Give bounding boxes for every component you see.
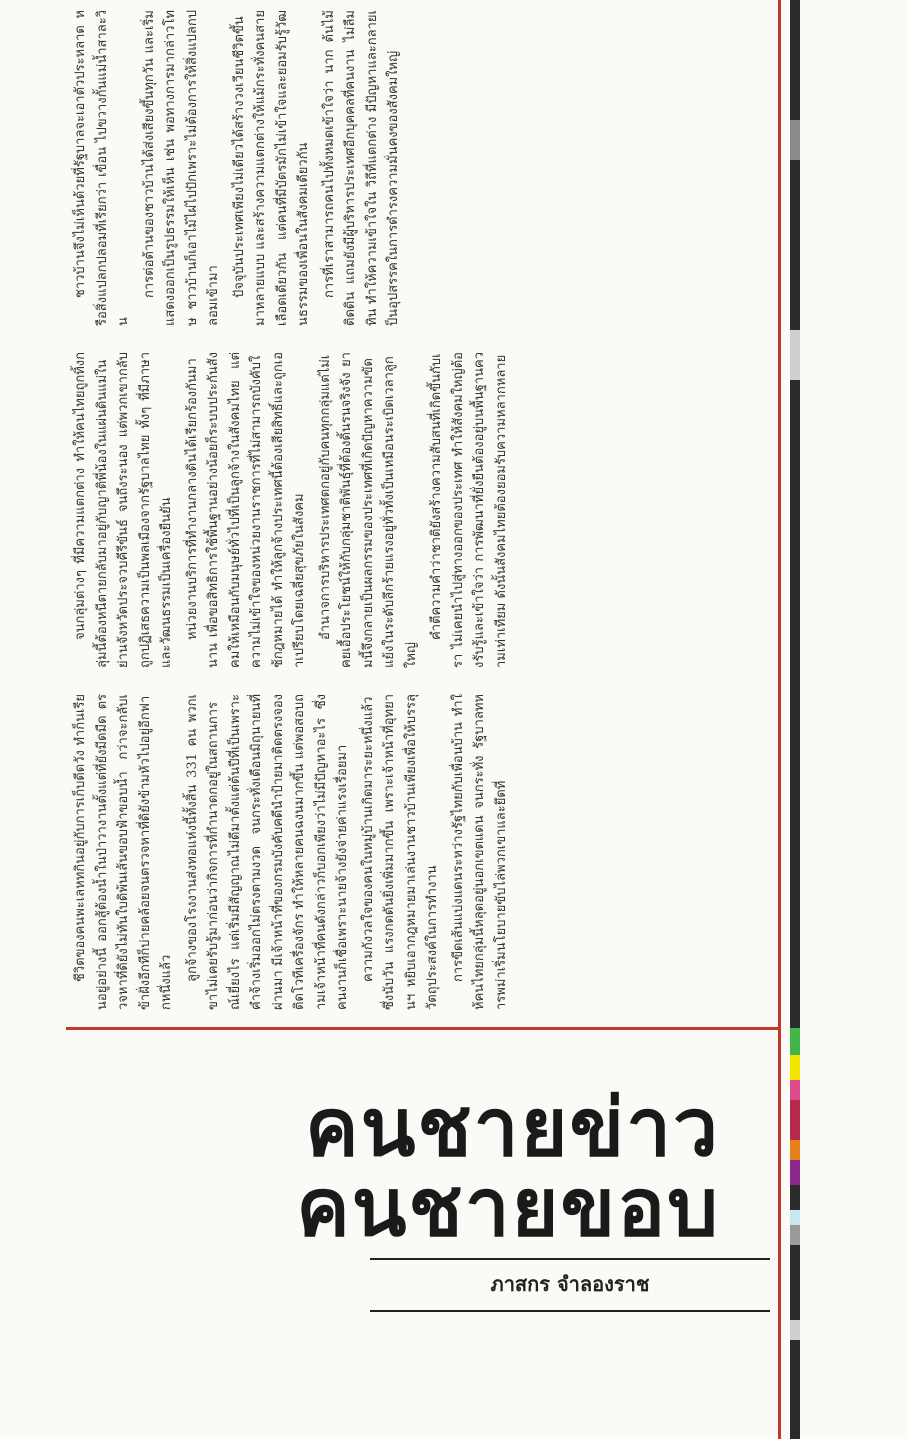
edge-color-band: [790, 1140, 800, 1160]
edge-color-band: [790, 1340, 800, 1439]
divider-red-vertical: [778, 0, 781, 1439]
paragraph: จนกลุ่มต่างๆ ที่มีความแตกต่าง ทำให้คนไทยถูกทิ้งกลุ่มนี้ต้องหนีตายกลับมาอยู่กับญาติพี่น้องในแผ่นดินแม่ในย่านจังหวัดประจวบคีรีขันธ์ จนถึงระนอง แต่พวกเขากลับถูกปฏิเสธความเป็นพลเมืองจากรัฐบาลไทย ทั้งๆ ที่มีภาษาและวัฒนธรรมเป็นเครื่องยืนยัน: [73, 352, 174, 668]
edge-color-band: [790, 1055, 800, 1080]
paragraph: ความกังวลใจของคนในหมู่บ้านเกิดมาระยะหนึ่งแล้ว ซึ่งนับวัน แรงกดดันยิ่งเพิ่มมากขึ้น เพราะเจ้าหน้าที่อุทยานฯ หยิบเอากฎหมายมาเล่นงานชาวบ้านเพียงเพื่อให้บรรลุวัตถุประสงค์ในการทำงาน: [360, 694, 440, 1010]
article-title: [296, 1081, 720, 1254]
paragraph: การขีดเส้นแบ่งแดนระหว่างรัฐไทยกับเพื่อนบ้าน ทำให้คนไทยกลุ่มนี้หลุดอยู่นอกเขตแดน จนกระทั่ง รัฐบาลทหารพม่าเริ่มนโยบายขับไล่พวกเขาและยึดที่: [450, 694, 509, 1010]
author-rule-top: [370, 1258, 770, 1260]
title-line-1: คนชายข่าว: [305, 1081, 720, 1174]
edge-color-band: [790, 380, 800, 1028]
edge-color-band: [790, 120, 800, 160]
edge-color-band: [790, 1225, 800, 1245]
paragraph: อำนาจการบริหารประเทศตกอยู่กับคนทุกกลุ่มแต่ไม่เคยเอื้อประโยชน์ให้กับกลุ่มชาติพันธุ์ที่ต้องดิ้นรนจริงจัง ยามนี้จึงกลายเป็นผลกรรมของประเทศที่เกิดปัญหาความขัดแย้งในระดับลึกร้ายแรงอยู่ทั่วทั้งเป็นเหมือนระเบิดเวลาลูกใหญ่: [317, 352, 419, 668]
text-column-3: [70, 10, 760, 326]
color-edge-strip: [790, 0, 800, 1439]
text-column-1: [70, 694, 760, 1010]
paragraph: หน่วยงานบริการที่ทำงานกลางดินได้เรียกร้องกันมานาน เพื่อขอสิทธิการใช้พื้นฐานอย่างน้อยก็ระบบประกันสังคมให้เหมือนกับมนุษย์ทั่วไปที่เป็นลูกจ้างในสังคมไทย แต่ความไม่เข้าใจของหน่วยงานราชการที่ไม่สามารถบังคับใช้กฎหมายได้ ทำให้ลูกจ้างประเทศนี้ต้องเสียสิทธิ์และถูกเอาเปรียบโดยเฉลี่ยสุขภัยในสังคม: [184, 352, 307, 668]
edge-color-band: [790, 1320, 800, 1340]
author-rule-bottom: [370, 1310, 770, 1312]
paragraph: คำตีความคำว่าชาติยังสร้างความสับสนที่เกิดขึ้นกับเรา ไม่เคยนำไปสู่ทางออกของประเทศ ทำให้สังคมใหญ่ต้องรับรู้และเข้าใจว่า การพัฒนาที่ยั่งยืนต้องอยู่บนพื้นฐานความเท่าเทียม ดังนั้นสังคมไทยต้องยอมรับความหลากหลาย: [429, 352, 509, 668]
title-line-2: คนชายขอบ: [296, 1161, 720, 1254]
edge-color-band: [790, 330, 800, 380]
paragraph: การต่อต้านของชาวบ้านได้ส่งเสียงขึ้นทุกวัน และเริ่มแสดงออกเป็นรูปธรรมให้เห็น เช่น พอทางการมากล่าวโทษ ชาวบ้านก็เอาไม้ไผ่ไปปักเพราะไม่ต้องการให้สิ่งแปลกปลอมเข้ามา: [141, 10, 221, 326]
paragraph: ลูกจ้างของโรงงานส่งทอแห่งนี้ทั้งสิ้น 331 คน พวกเขาไม่เคยรับรู้มาก่อนว่ากิจการที่กำนาดกอยู่ในสถานการณ์เยี่ยงไร แต่เริ่มมีสัญญาณไม่ดีมาตั้งแต่ต้นปีที่เป็นเพราะคำจ้างเริ่มออกไม่ตรงตามงวด จนกระทั่งเดือนมิถุนายนที่ผ่านมา มีเจ้าหน้าที่ของกรมบังคับคดีนำป้ายมาติดตรงจองติดโวทีเครื่องจักร ทำให้หลายคนฉงนมากขึ้น แต่พอสอบถามเจ้าหน้าที่คนดังกล่าวก็บอกเพียงว่าไม่มีปัญหาอะไร ซึ่งคนงานก็เชื่อเพราะนายจ้างยังจ่ายค่าแรงเรื่อยมา: [184, 694, 350, 1010]
divider-red-horizontal: [66, 1027, 779, 1030]
edge-color-band: [790, 1185, 800, 1210]
text-columns: [60, 0, 770, 1020]
edge-color-band: [790, 1080, 800, 1100]
paragraph: การที่เราสามารถคนไปทั้งหมดเข้าใจว่า นาก ต้นไม้ติดดิน แถมยังมีผู้บริหารประเทศอีกบุคคลที่คนงาน ไม่ลืมทิน ทำให้ความเข้าใจใน วิถีที่แตกต่าง มีปัญหาและกลายเป็นอุปสรรคในการดำรงความมั่นคงของสังคมใหญ่: [321, 10, 401, 326]
edge-color-band: [790, 1210, 800, 1225]
text-column-2: [70, 352, 760, 668]
edge-color-band: [790, 1160, 800, 1185]
edge-color-band: [790, 160, 800, 330]
edge-color-band: [790, 1100, 800, 1140]
rotated-body-text: [60, 0, 770, 1020]
edge-color-band: [790, 0, 800, 120]
author-byline: ภาสกร จำลองราช: [490, 1272, 650, 1296]
paragraph: ปัจจุบันประเทศเพียงไม่เดียวได้สร้างวงเวียนชีวิตขึ้นมาหลายแบบ และสร้างความแตกต่างให้แม้กระทั่งคนสายเลือดเดียวกัน แต่คนที่มีบัตรมักไม่เข้าใจและยอมรับรู้วัฒนธรรมของเพื่อนในสังคมเดียวกัน: [231, 10, 311, 326]
edge-color-band: [790, 1245, 800, 1320]
paragraph: ชีวิตของคนพะเลหทกินอยู่กับการเก็บดีดวัง ทำก็นเรียนอยู่อย่างนี้ ออกสู้ต้องน้ำในป่าวางานตั้งแต่ที่ยังมีดมืด ตรวจหาที่ดิยังไม่ทันใบดิพ้นเส้นขอบฟ้าขอบน้ำ กว่าจะกลับเข้าฝั่งอีกทีก็บ่ายคล้อยจนตรวจหาที่ดิยังข้ามหัวไปอยู่อีกฟากหนึ่งแล้ว: [73, 694, 174, 1010]
edge-color-band: [790, 1028, 800, 1055]
paragraph: ชาวบ้านจึงไม่เห็นด้วยที่รัฐบาลจะเอาตัวประหลาด หรือสิ่งแปลกปลอมที่เรียกว่า เขื่อน ไปขวางกั้นแม่น้ำสาละวิน: [73, 10, 131, 326]
